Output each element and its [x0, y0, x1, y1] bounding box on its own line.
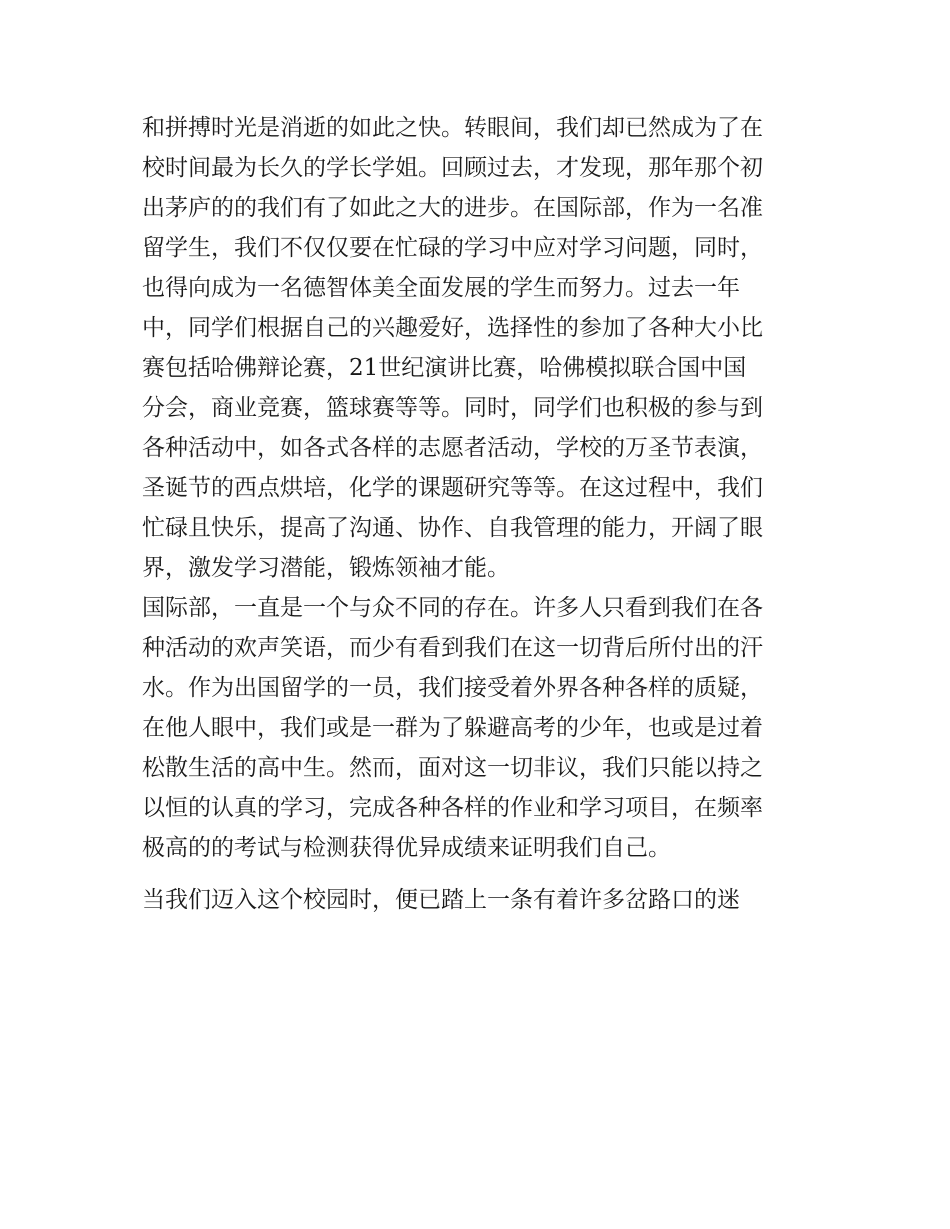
text-line: 圣诞节的西点烘培，化学的课题研究等等。在这过程中，我们 — [142, 475, 763, 501]
text-line: 各种活动中，如各式各样的志愿者活动，学校的万圣节表演， — [142, 435, 763, 461]
text-line: 界，激发学习潜能，锻炼领袖才能。 — [142, 555, 510, 581]
paragraph-2 — [142, 588, 822, 868]
text-line: 当我们迈入这个校园时，便已踏上一条有着许多岔路口的迷 — [142, 887, 740, 913]
text-line: 分会，商业竞赛，篮球赛等等。同时，同学们也积极的参与到 — [142, 395, 763, 421]
text-line: 忙碌且快乐，提高了沟通、协作、自我管理的能力，开阔了眼 — [142, 515, 763, 541]
text-line: 和拼搏时光是消逝的如此之快。转眼间，我们却已然成为了在 — [142, 115, 763, 141]
text-line: 中，同学们根据自己的兴趣爱好，选择性的参加了各种大小比 — [142, 315, 763, 341]
text-line: 国际部，一直是一个与众不同的存在。许多人只看到我们在各 — [142, 595, 763, 621]
text-line: 赛包括哈佛辩论赛，21世纪演讲比赛，哈佛模拟联合国中国 — [142, 355, 747, 381]
paragraph-1 — [142, 108, 822, 588]
text-line: 出茅庐的的我们有了如此之大的进步。在国际部，作为一名准 — [142, 195, 763, 221]
text-line: 也得向成为一名德智体美全面发展的学生而努力。过去一年 — [142, 275, 740, 301]
paragraph-3 — [142, 880, 822, 920]
text-line: 种活动的欢声笑语，而少有看到我们在这一切背后所付出的汗 — [142, 635, 763, 661]
text-line: 水。作为出国留学的一员，我们接受着外界各种各样的质疑， — [142, 675, 763, 701]
text-line: 极高的的考试与检测获得优异成绩来证明我们自己。 — [142, 835, 671, 861]
text-line: 校时间最为长久的学长学姐。回顾过去，才发现，那年那个初 — [142, 155, 763, 181]
text-line: 留学生，我们不仅仅要在忙碌的学习中应对学习问题，同时， — [142, 235, 763, 261]
text-line: 松散生活的高中生。然而，面对这一切非议，我们只能以持之 — [142, 755, 763, 781]
document-body — [142, 108, 822, 920]
text-line: 以恒的认真的学习，完成各种各样的作业和学习项目，在频率 — [142, 795, 763, 821]
text-line: 在他人眼中，我们或是一群为了躲避高考的少年，也或是过着 — [142, 715, 763, 741]
